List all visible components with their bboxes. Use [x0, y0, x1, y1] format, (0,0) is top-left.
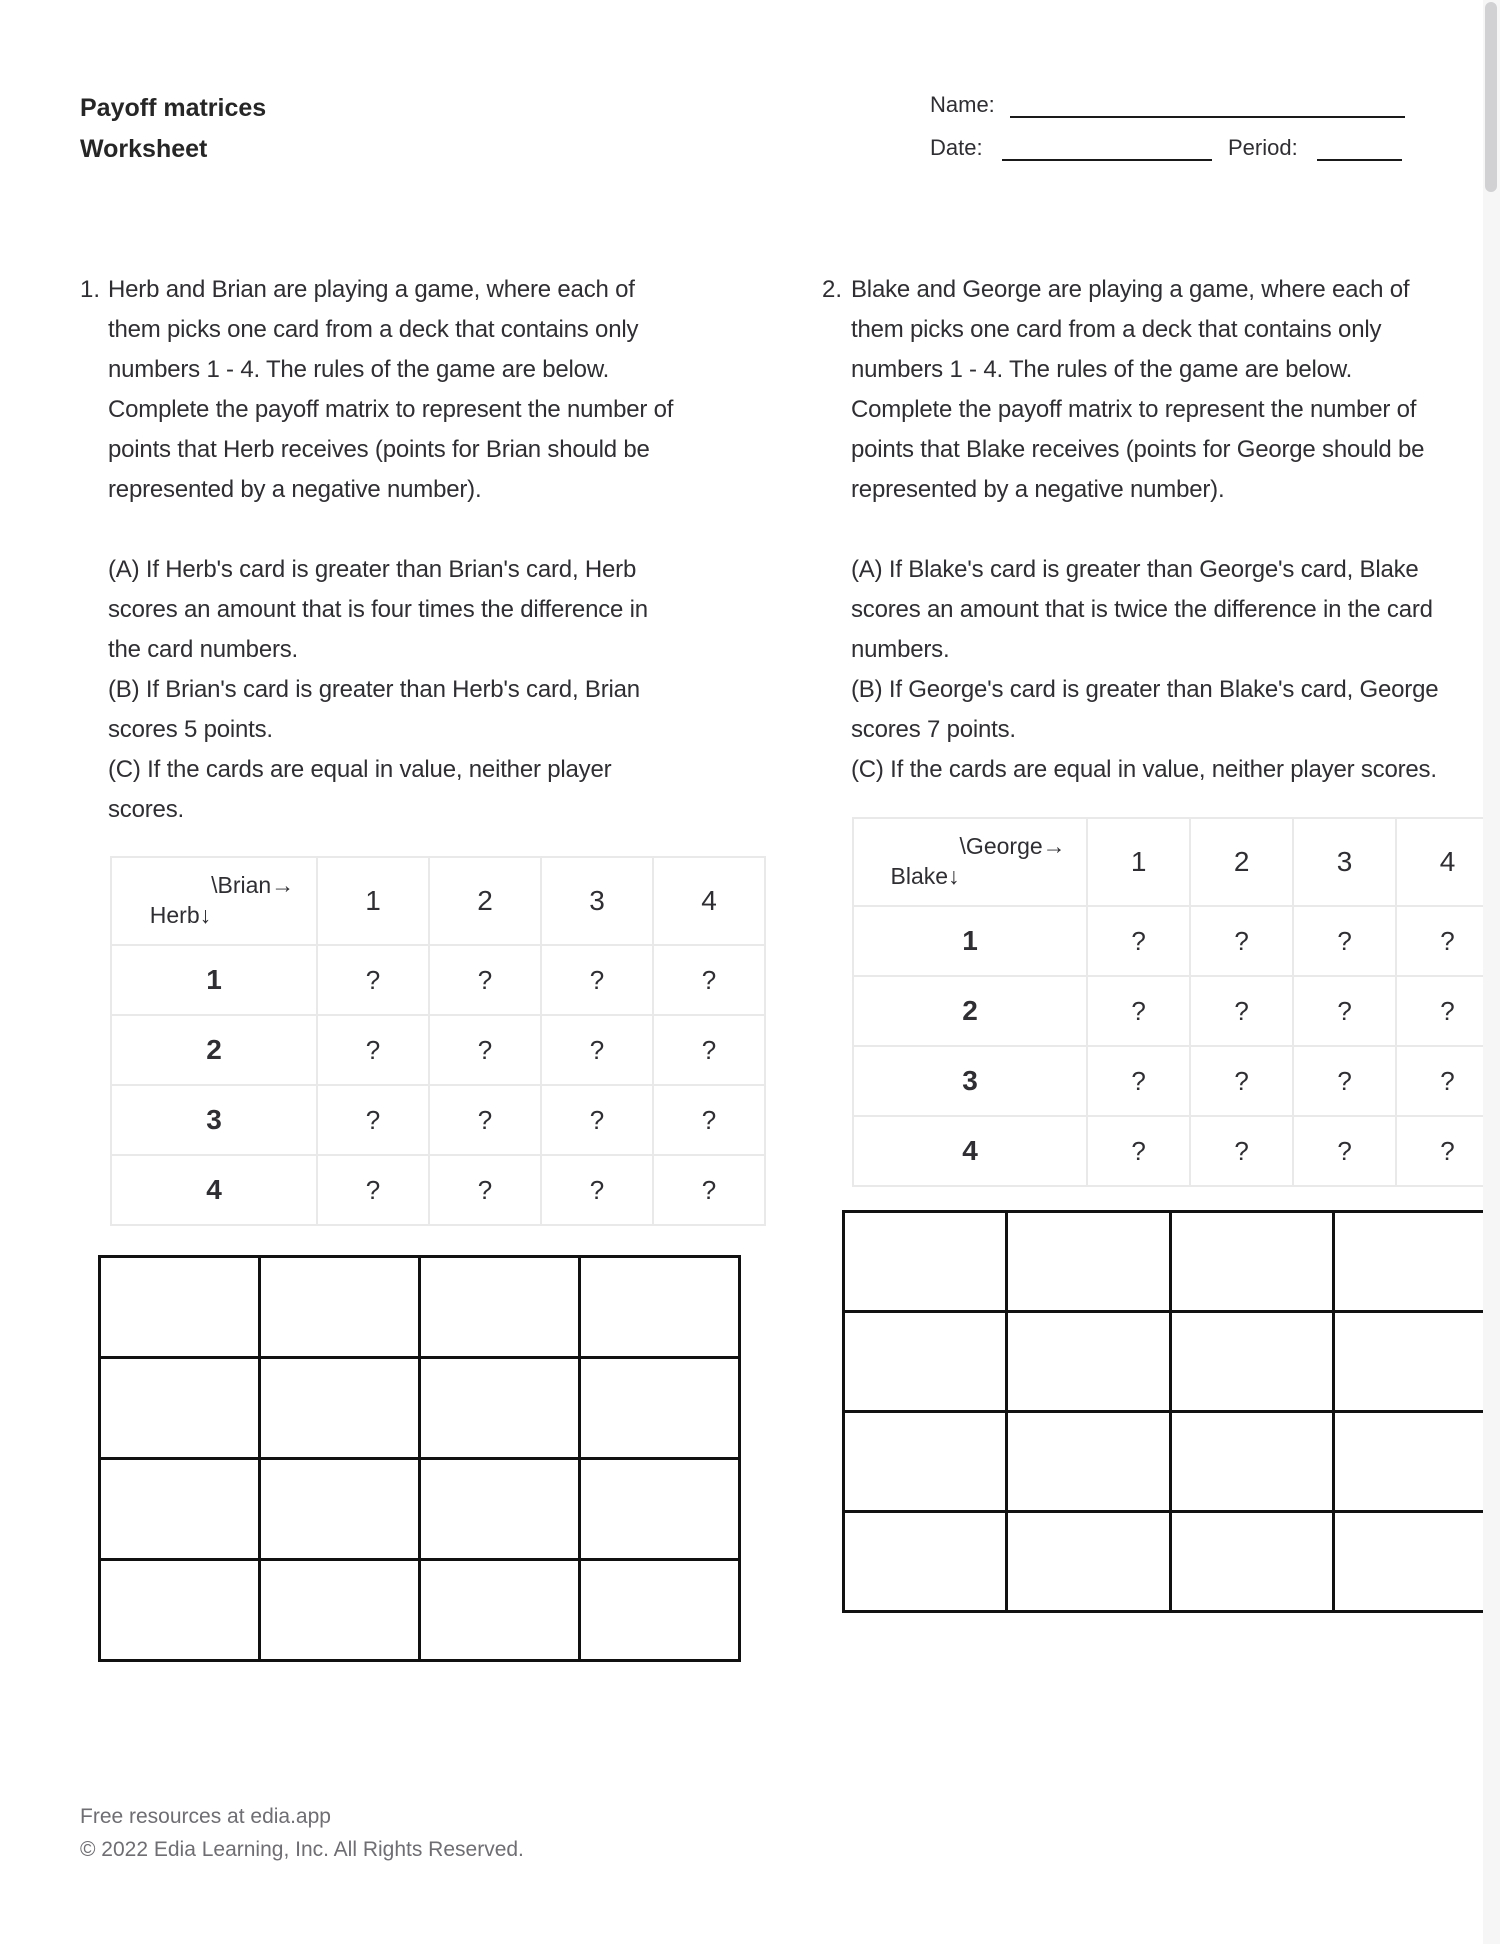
- answer-grid-cell: [420, 1358, 580, 1459]
- text-line: points that Blake receives (points for George should be: [851, 436, 1425, 463]
- answer-grid-cell: [1007, 1212, 1170, 1312]
- date-blank-line: [1002, 159, 1212, 161]
- problem-2-intro: [851, 270, 1424, 510]
- answer-grid-cell: [1170, 1312, 1333, 1412]
- payoff-row-header: 1: [111, 945, 317, 1015]
- payoff-col-header: 1: [317, 857, 429, 945]
- payoff-cell: ?: [429, 1155, 541, 1225]
- page-footer: [80, 1800, 524, 1866]
- vertical-scrollbar[interactable]: [1483, 0, 1500, 1944]
- payoff-cell: ?: [1190, 906, 1293, 976]
- text-line: scores an amount that is twice the difference in the card: [851, 596, 1433, 623]
- row-player-label: Blake↓: [890, 862, 960, 889]
- text-line: (B) If George's card is greater than Blake's card, George: [851, 676, 1439, 703]
- payoff-col-header: 2: [1190, 818, 1293, 906]
- payoff-corner-cell: [853, 818, 1087, 906]
- payoff-row-header: 4: [853, 1116, 1087, 1186]
- answer-grid-cell: [1170, 1512, 1333, 1612]
- name-label: Name:: [930, 92, 995, 117]
- text-line: them picks one card from a deck that contains only: [108, 316, 639, 343]
- answer-grid-cell: [1007, 1312, 1170, 1412]
- answer-grid-2: [842, 1210, 1498, 1613]
- payoff-cell: ?: [541, 945, 653, 1015]
- problem-2-number: 2.: [822, 276, 843, 303]
- answer-grid-cell: [260, 1257, 420, 1358]
- payoff-cell: ?: [1293, 1046, 1396, 1116]
- answer-grid-cell: [580, 1560, 740, 1661]
- answer-grid-cell: [100, 1560, 260, 1661]
- text-line: scores 7 points.: [851, 716, 1016, 743]
- answer-grid-cell: [580, 1257, 740, 1358]
- text-line: points that Herb receives (points for Brian should be: [108, 436, 650, 463]
- answer-grid-cell: [100, 1358, 260, 1459]
- date-label: Date:: [930, 135, 983, 160]
- text-line: represented by a negative number).: [851, 476, 1225, 503]
- answer-grid-cell: [420, 1257, 580, 1358]
- answer-grid-cell: [420, 1459, 580, 1560]
- row-player-label: Herb↓: [149, 901, 212, 928]
- payoff-cell: ?: [429, 1085, 541, 1155]
- scrollbar-thumb[interactable]: [1485, 2, 1497, 192]
- answer-grid-cell: [100, 1257, 260, 1358]
- payoff-cell: ?: [1396, 1046, 1499, 1116]
- text-line: (A) If Blake's card is greater than George's card, Blake: [851, 556, 1419, 583]
- col-player-label: \George→: [959, 832, 1066, 859]
- payoff-cell: ?: [1087, 976, 1190, 1046]
- payoff-cell: ?: [541, 1015, 653, 1085]
- problem-1-rules: [108, 550, 648, 830]
- period-blank-line: [1317, 159, 1402, 161]
- payoff-cell: ?: [429, 1015, 541, 1085]
- problem-2-rules: [851, 550, 1438, 790]
- text-line: Complete the payoff matrix to represent the number of: [108, 396, 674, 423]
- text-line: numbers.: [851, 636, 950, 663]
- payoff-matrix-1: [110, 856, 766, 1226]
- payoff-cell: ?: [317, 1155, 429, 1225]
- answer-grid-cell: [844, 1312, 1007, 1412]
- document-title: [80, 88, 266, 170]
- answer-grid-cell: [1333, 1212, 1496, 1312]
- answer-grid-cell: [1170, 1412, 1333, 1512]
- answer-grid-cell: [420, 1560, 580, 1661]
- text-line: scores an amount that is four times the difference in: [108, 596, 648, 623]
- text-line: represented by a negative number).: [108, 476, 482, 503]
- payoff-col-header: 2: [429, 857, 541, 945]
- payoff-cell: ?: [1293, 1116, 1396, 1186]
- payoff-cell: ?: [653, 1155, 765, 1225]
- payoff-row-header: 1: [853, 906, 1087, 976]
- text-line: Herb and Brian are playing a game, where each of: [108, 276, 635, 303]
- payoff-cell: ?: [1190, 1116, 1293, 1186]
- text-line: scores 5 points.: [108, 716, 273, 743]
- text-line: scores.: [108, 796, 184, 823]
- payoff-col-header: 4: [1396, 818, 1499, 906]
- text-line: Complete the payoff matrix to represent the number of: [851, 396, 1417, 423]
- payoff-corner-cell: [111, 857, 317, 945]
- answer-grid-cell: [260, 1560, 420, 1661]
- payoff-col-header: 4: [653, 857, 765, 945]
- problem-1-number: 1.: [80, 276, 101, 303]
- payoff-cell: ?: [1293, 906, 1396, 976]
- answer-grid-cell: [1007, 1512, 1170, 1612]
- payoff-cell: ?: [1087, 1046, 1190, 1116]
- footer-copyright-text: © 2022 Edia Learning, Inc. All Rights Reserved.: [80, 1838, 524, 1861]
- payoff-row-header: 3: [853, 1046, 1087, 1116]
- payoff-row-header: 2: [111, 1015, 317, 1085]
- payoff-cell: ?: [429, 945, 541, 1015]
- col-player-label: \Brian→: [211, 871, 295, 898]
- payoff-row-header: 4: [111, 1155, 317, 1225]
- payoff-cell: ?: [1190, 1046, 1293, 1116]
- payoff-cell: ?: [1396, 906, 1499, 976]
- answer-grid-cell: [260, 1358, 420, 1459]
- payoff-row-header: 3: [111, 1085, 317, 1155]
- period-label: Period:: [1228, 135, 1298, 160]
- payoff-cell: ?: [317, 945, 429, 1015]
- payoff-col-header: 3: [1293, 818, 1396, 906]
- answer-grid-cell: [1333, 1312, 1496, 1412]
- answer-grid-cell: [1170, 1212, 1333, 1312]
- text-line: (C) If the cards are equal in value, neither player: [108, 756, 612, 783]
- name-blank-line: [1010, 116, 1405, 118]
- payoff-cell: ?: [1087, 906, 1190, 976]
- text-line: (C) If the cards are equal in value, neither player scores.: [851, 756, 1437, 783]
- answer-grid-cell: [580, 1459, 740, 1560]
- payoff-cell: ?: [653, 1085, 765, 1155]
- answer-grid-cell: [1333, 1412, 1496, 1512]
- text-line: them picks one card from a deck that contains only: [851, 316, 1382, 343]
- payoff-cell: ?: [653, 1015, 765, 1085]
- answer-grid-cell: [260, 1459, 420, 1560]
- text-line: Blake and George are playing a game, where each of: [851, 276, 1410, 303]
- answer-grid-cell: [844, 1412, 1007, 1512]
- payoff-matrix-2: [852, 817, 1500, 1187]
- payoff-cell: ?: [1293, 976, 1396, 1046]
- answer-grid-cell: [844, 1212, 1007, 1312]
- document-title-line2: Worksheet: [80, 135, 208, 163]
- answer-grid-cell: [580, 1358, 740, 1459]
- payoff-cell: ?: [1396, 976, 1499, 1046]
- answer-grid-cell: [844, 1512, 1007, 1612]
- answer-grid-1: [98, 1255, 741, 1662]
- payoff-col-header: 1: [1087, 818, 1190, 906]
- payoff-cell: ?: [541, 1085, 653, 1155]
- payoff-cell: ?: [1190, 976, 1293, 1046]
- text-line: (B) If Brian's card is greater than Herb's card, Brian: [108, 676, 640, 703]
- text-line: the card numbers.: [108, 636, 299, 663]
- document-title-line1: Payoff matrices: [80, 94, 267, 122]
- answer-grid-cell: [1333, 1512, 1496, 1612]
- answer-grid-cell: [1007, 1412, 1170, 1512]
- text-line: numbers 1 - 4. The rules of the game are below.: [851, 356, 1353, 383]
- payoff-cell: ?: [653, 945, 765, 1015]
- payoff-cell: ?: [541, 1155, 653, 1225]
- text-line: numbers 1 - 4. The rules of the game are below.: [108, 356, 610, 383]
- payoff-cell: ?: [317, 1085, 429, 1155]
- payoff-col-header: 3: [541, 857, 653, 945]
- footer-resources-text: Free resources at edia.app: [80, 1805, 331, 1828]
- payoff-cell: ?: [1087, 1116, 1190, 1186]
- payoff-cell: ?: [1396, 1116, 1499, 1186]
- payoff-cell: ?: [317, 1015, 429, 1085]
- problem-1-intro: [108, 270, 673, 510]
- text-line: (A) If Herb's card is greater than Brian's card, Herb: [108, 556, 637, 583]
- payoff-row-header: 2: [853, 976, 1087, 1046]
- answer-grid-cell: [100, 1459, 260, 1560]
